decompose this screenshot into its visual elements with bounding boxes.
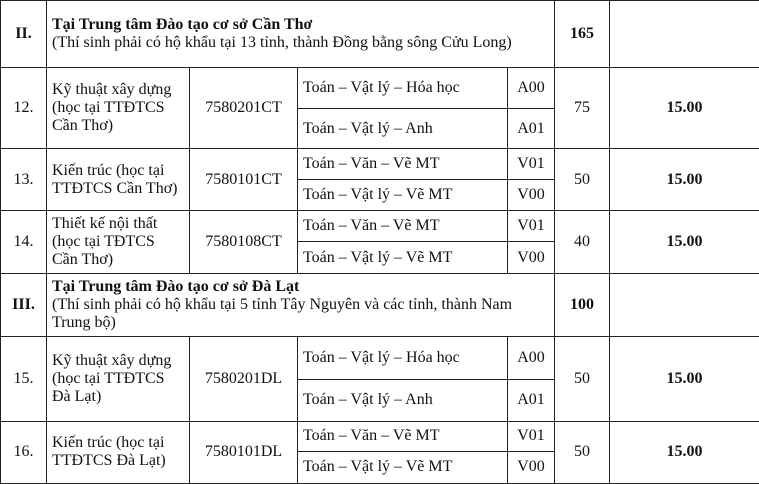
benchmark-score: 15.00: [610, 336, 759, 421]
block-code: V01: [508, 421, 555, 451]
major-name: Kỹ thuật xây dựng (học tại TTĐTCS Cần Thơ): [47, 68, 190, 149]
subject-combination: Toán – Văn – Vẽ MT: [298, 211, 508, 242]
empty-cell: [610, 273, 759, 336]
quota: 75: [555, 68, 610, 149]
block-code: A00: [508, 336, 555, 379]
major-code: 7580101DL: [190, 421, 298, 483]
subject-combination: Toán – Vật lý – Vẽ MT: [298, 180, 508, 211]
empty-cell: [610, 1, 759, 68]
subject-combination: Toán – Vật lý – Vẽ MT: [298, 242, 508, 273]
table-row: [1, 421, 759, 451]
row-number: 15.: [1, 336, 47, 421]
table-row: [1, 149, 759, 180]
section-quota: 100: [555, 273, 610, 336]
section-note: (Thí sinh phải có hộ khẩu tại 5 tỉnh Tây Nguyên và các tỉnh, thành Nam Trung bộ): [52, 295, 513, 331]
major-name: Thiết kế nội thất (học tại TĐTCS Cần Thơ): [47, 211, 190, 273]
block-code: A01: [508, 109, 555, 149]
row-number: 12.: [1, 68, 47, 149]
section-row: [1, 273, 759, 336]
subject-combination: Toán – Vật lý – Hóa học: [298, 68, 508, 109]
block-code: A00: [508, 68, 555, 109]
subject-combination: Toán – Văn – Vẽ MT: [298, 149, 508, 180]
section-number: III.: [1, 273, 47, 336]
quota: 50: [555, 421, 610, 483]
major-name: Kiến trúc (học tại TTĐTCS Đà Lạt): [47, 421, 190, 483]
section-title: Tại Trung tâm Đào tạo cơ sở Cần Thơ: [52, 16, 313, 34]
section-row: [1, 1, 759, 68]
quota: 50: [555, 336, 610, 421]
major-code: 7580108CT: [190, 211, 298, 273]
quota: 40: [555, 211, 610, 273]
section-heading: [47, 273, 555, 336]
row-number: 16.: [1, 421, 47, 483]
subject-combination: Toán – Vật lý – Hóa học: [298, 336, 508, 379]
block-code: V01: [508, 149, 555, 180]
quota: 50: [555, 149, 610, 211]
row-number: 14.: [1, 211, 47, 273]
major-code: 7580101CT: [190, 149, 298, 211]
table-row: [1, 68, 759, 109]
block-code: V00: [508, 451, 555, 483]
major-name: Kiến trúc (học tại TTĐTCS Cần Thơ): [47, 149, 190, 211]
section-quota: 165: [555, 1, 610, 68]
major-code: 7580201DL: [190, 336, 298, 421]
table-row: [1, 336, 759, 379]
subject-combination: Toán – Vật lý – Anh: [298, 109, 508, 149]
section-number: II.: [1, 1, 47, 68]
block-code: V00: [508, 242, 555, 273]
row-number: 13.: [1, 149, 47, 211]
major-name: Kỹ thuật xây dựng (học tại TTĐTCS Đà Lạt): [47, 336, 190, 421]
section-heading: [47, 1, 555, 68]
block-code: A01: [508, 379, 555, 421]
table-row: [1, 211, 759, 242]
block-code: V00: [508, 180, 555, 211]
section-note: (Thí sinh phải có hộ khẩu tại 13 tỉnh, thành Đồng bằng sông Cửu Long): [52, 34, 512, 52]
benchmark-score: 15.00: [610, 68, 759, 149]
section-title: Tại Trung tâm Đào tạo cơ sở Đà Lạt: [52, 277, 300, 295]
benchmark-score: 15.00: [610, 421, 759, 483]
major-code: 7580201CT: [190, 68, 298, 149]
benchmark-score: 15.00: [610, 149, 759, 211]
subject-combination: Toán – Vật lý – Vẽ MT: [298, 451, 508, 483]
subject-combination: Toán – Vật lý – Anh: [298, 379, 508, 421]
block-code: V01: [508, 211, 555, 242]
benchmark-score: 15.00: [610, 211, 759, 273]
subject-combination: Toán – Văn – Vẽ MT: [298, 421, 508, 451]
